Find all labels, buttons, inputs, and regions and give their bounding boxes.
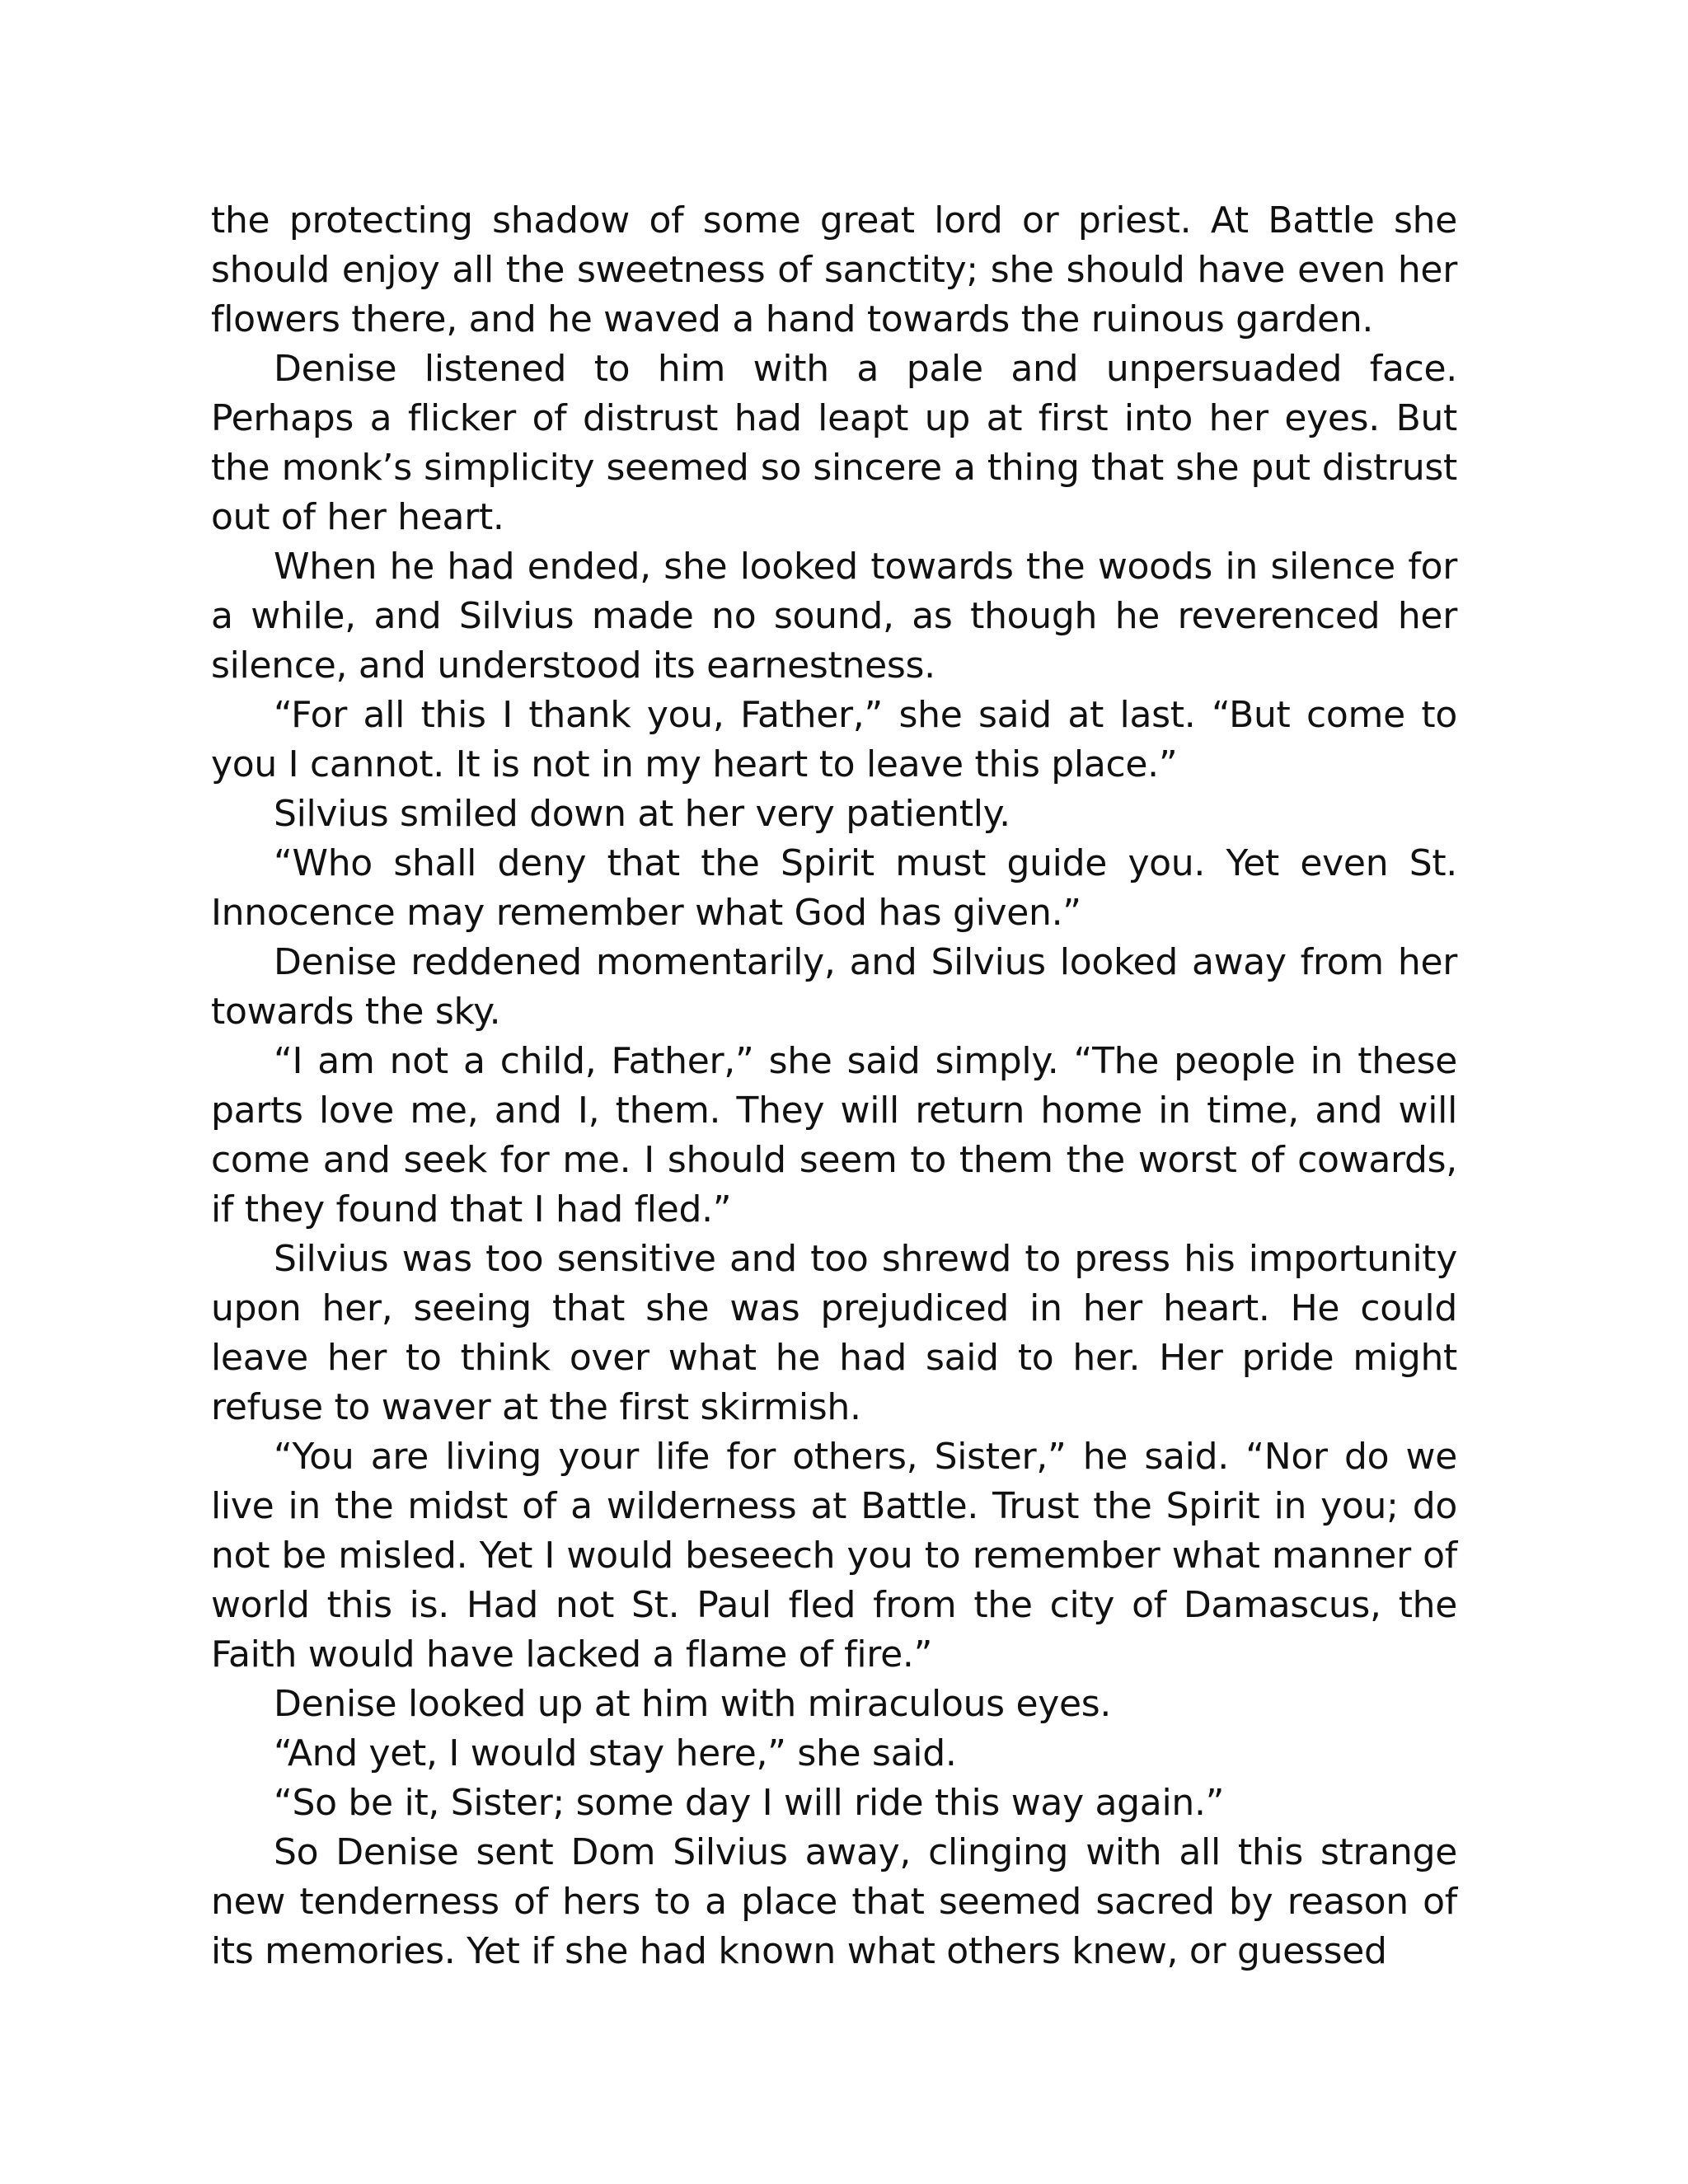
paragraph-10: “You are living your life for others, Sister,” he said. “Nor do we live in the midst of a wilderness at Battle. Trust the Spirit in you; do not be misled. Yet I would beseech you to remember what manner of world this is. Had not St. Paul fled from the city of Damascus, the Faith would have lacked a flame of fire.” bbox=[211, 1436, 1457, 1675]
paragraph-1: the protecting shadow of some great lord or priest. At Battle she should enjoy all the sweetness of sanctity; she should have even her flowers there, and he waved a hand towards the ruinous garden. bbox=[211, 199, 1457, 340]
paragraph-11: Denise looked up at him with miraculous eyes. bbox=[274, 1683, 1112, 1725]
paragraph-13: “So be it, Sister; some day I will ride this way again.” bbox=[274, 1782, 1225, 1824]
paragraph-4: “For all this I thank you, Father,” she said at last. “But come to you I cannot. It is not in my heart to leave this place.” bbox=[211, 694, 1457, 785]
paragraph-6: “Who shall deny that the Spirit must guide you. Yet even St. Innocence may remember what God has given.” bbox=[211, 842, 1457, 934]
paragraph-2: Denise listened to him with a pale and unpersuaded face. Perhaps a flicker of distrust had leapt up at first into her eyes. But the monk’s simplicity seemed so sincere a thing that she put distrust out of her heart. bbox=[211, 348, 1457, 538]
page-body bbox=[211, 196, 1457, 1976]
paragraph-8: “I am not a child, Father,” she said simply. “The people in these parts love me, and I, them. They will return home in time, and will come and seek for me. I should seem to them the worst of cowards, if they found that I had fled.” bbox=[211, 1040, 1457, 1230]
paragraph-12: “And yet, I would stay here,” she said. bbox=[274, 1732, 957, 1774]
paragraph-9: Silvius was too sensitive and too shrewd to press his importunity upon her, seeing that she was prejudiced in her heart. He could leave her to think over what he had said to her. Her pride might refuse to waver at the first skirmish. bbox=[211, 1238, 1457, 1428]
paragraph-5: Silvius smiled down at her very patiently. bbox=[274, 793, 1010, 835]
paragraph-3: When he had ended, she looked towards the woods in silence for a while, and Silvius made no sound, as though he reverenced her silence, and understood its earnestness. bbox=[211, 546, 1457, 687]
paragraph-14: So Denise sent Dom Silvius away, clinging with all this strange new tenderness of hers to a place that seemed sacred by reason of its memories. Yet if she had known what others knew, or guessed bbox=[211, 1831, 1457, 1972]
paragraph-7: Denise reddened momentarily, and Silvius looked away from her towards the sky. bbox=[211, 941, 1457, 1033]
